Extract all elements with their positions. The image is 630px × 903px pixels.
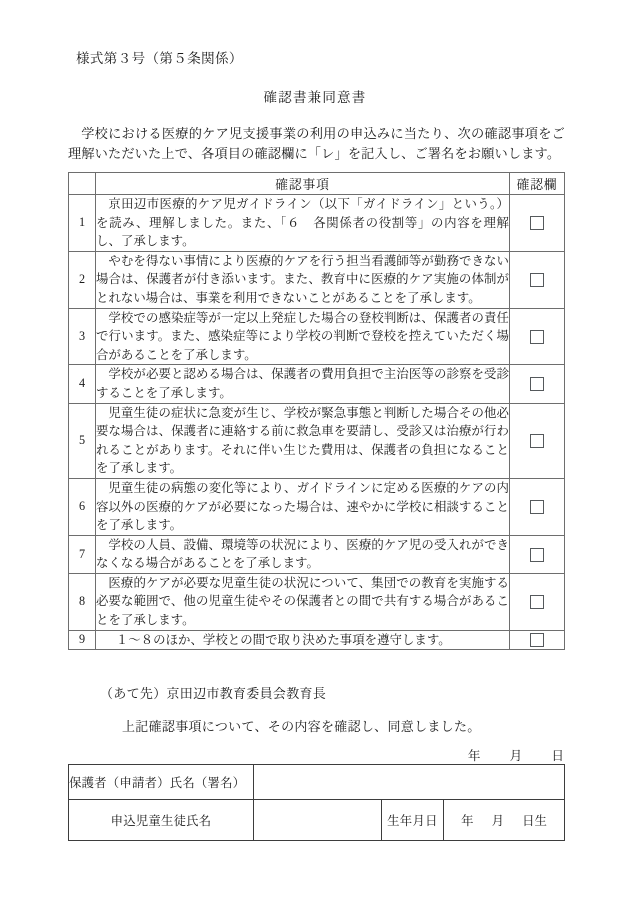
row-checkbox-cell[interactable] [510, 365, 565, 403]
row-checkbox-cell[interactable] [510, 251, 565, 308]
row-item-text: 児童生徒の症状に急変が生じ、学校が緊急事態と判断した場合その他必要な場合は、保護者に連絡する前に救急車を要請し、受診又は治療が行われることがあります。それに伴い生じた費用は、保護者の負担になることを了承します。 [96, 403, 510, 478]
table-row [69, 535, 565, 573]
signature-table [68, 764, 565, 841]
date-year-label: 年 [467, 749, 481, 763]
checkbox-icon[interactable] [530, 377, 544, 391]
date-day-label: 日 [551, 749, 564, 763]
row-item-text: 児童生徒の病態の変化等により、ガイドラインに定める医療的ケアの内容以外の医療的ケアが必要になった場合は、速やかに学校に相談することを了承します。 [96, 478, 510, 535]
table-row [69, 630, 565, 650]
row-checkbox-cell[interactable] [510, 535, 565, 573]
table-row [69, 478, 565, 535]
row-checkbox-cell[interactable] [510, 403, 565, 478]
row-checkbox-cell[interactable] [510, 478, 565, 535]
student-name-label: 申込児童生徒氏名 [69, 800, 254, 841]
confirmation-table [68, 172, 565, 650]
birthdate-year-label: 年 [461, 814, 474, 828]
checkbox-icon[interactable] [530, 500, 544, 514]
date-entry-line [468, 745, 564, 764]
checkbox-icon[interactable] [530, 548, 544, 562]
row-checkbox-cell[interactable] [510, 630, 565, 650]
row-number: 8 [69, 573, 96, 630]
header-number [69, 173, 96, 195]
form-number: 様式第３号（第５条関係） [76, 51, 243, 66]
birthdate-label: 生年月日 [382, 800, 444, 841]
row-checkbox-cell[interactable] [510, 195, 565, 252]
table-row [69, 365, 565, 403]
addressee-line: （あて先）京田辺市教育委員会教育長 [100, 686, 327, 701]
student-info-row [69, 800, 565, 841]
page-title: 確認書兼同意書 [263, 90, 367, 105]
table-row [69, 251, 565, 308]
checkbox-icon[interactable] [530, 633, 544, 647]
row-number: 1 [69, 195, 96, 252]
row-number: 9 [69, 630, 96, 650]
guardian-name-label: 保護者（申請者）氏名（署名） [69, 765, 254, 800]
header-item: 確認事項 [96, 173, 510, 195]
row-item-text: 医療的ケアが必要な児童生徒の状況について、集団での教育を実施する必要な範囲で、他の児童生徒やその保護者との間で共有する場合があることを了承します。 [96, 573, 510, 630]
lead-paragraph: 学校における医療的ケア児支援事業の利用の申込みに当たり、次の確認事項をご理解いただいた上で、各項目の確認欄に「レ」を記入し、ご署名をお願いします。 [68, 126, 565, 161]
checkbox-icon[interactable] [530, 273, 544, 287]
row-checkbox-cell[interactable] [510, 308, 565, 365]
table-row [69, 308, 565, 365]
row-item-text: 学校の人員、設備、環境等の状況により、医療的ケア児の受入れができなくなる場合があることを了承します。 [96, 535, 510, 573]
row-item-text: 学校での感染症等が一定以上発症した場合の登校判断は、保護者の責任で行います。また、感染症等により学校の判断で登校を控えていただく場合があることを了承します。 [96, 308, 510, 365]
birthdate-day-label: 日生 [522, 814, 547, 828]
guardian-name-field[interactable] [254, 765, 565, 800]
date-month-label: 月 [509, 749, 523, 763]
row-number: 6 [69, 478, 96, 535]
checkbox-icon[interactable] [530, 216, 544, 230]
guardian-signature-row [69, 765, 565, 800]
table-row [69, 403, 565, 478]
table-header-row [69, 173, 565, 195]
table-row [69, 195, 565, 252]
row-number: 7 [69, 535, 96, 573]
header-check: 確認欄 [510, 173, 565, 195]
table-row [69, 573, 565, 630]
birthdate-field[interactable] [444, 800, 565, 841]
row-item-text: １〜８のほか、学校との間で取り決めた事項を遵守します。 [96, 630, 510, 650]
consent-statement: 上記確認事項について、その内容を確認し、同意しました。 [122, 719, 481, 734]
row-item-text: やむを得ない事情により医療的ケアを行う担当看護師等が勤務できない場合は、保護者が付き添います。また、教育中に医療的ケア実施の体制がとれない場合は、事業を利用できないことがあることを了承します。 [96, 251, 510, 308]
row-number: 5 [69, 403, 96, 478]
birthdate-month-label: 月 [491, 814, 504, 828]
checkbox-icon[interactable] [530, 434, 544, 448]
row-number: 3 [69, 308, 96, 365]
row-number: 4 [69, 365, 96, 403]
row-number: 2 [69, 251, 96, 308]
student-name-field[interactable] [254, 800, 382, 841]
row-checkbox-cell[interactable] [510, 573, 565, 630]
row-item-text: 京田辺市医療的ケア児ガイドライン（以下「ガイドライン」という。）を読み、理解しました。また、「６ 各関係者の役割等」の内容を理解し、了承します。 [96, 195, 510, 252]
checkbox-icon[interactable] [530, 330, 544, 344]
checkbox-icon[interactable] [530, 595, 544, 609]
row-item-text: 学校が必要と認める場合は、保護者の費用負担で主治医等の診察を受診することを了承します。 [96, 365, 510, 403]
